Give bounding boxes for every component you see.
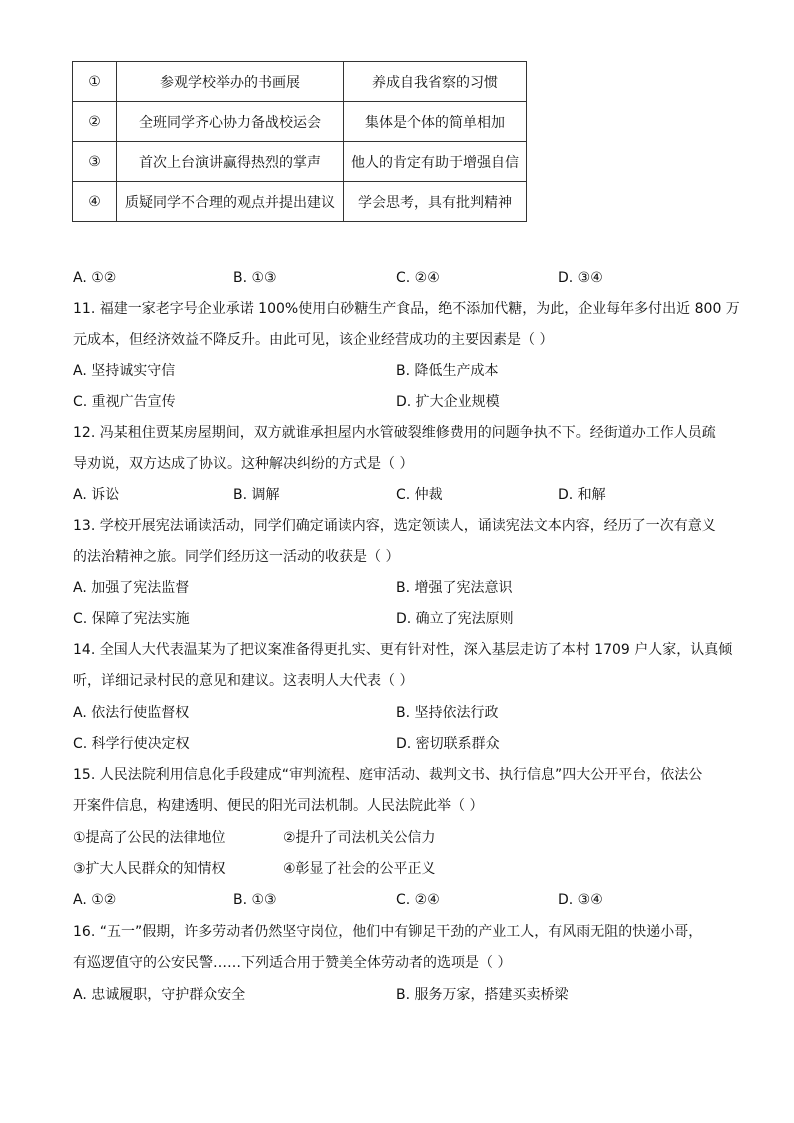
q14-stem-line-2: 听，详细记录村民的意见和建议。这表明人大代表（ ） — [73, 673, 414, 689]
q16-option-b: B. 服务万家，搭建买卖桥梁 — [396, 987, 569, 1003]
q15-statement-4: ④彰显了社会的公平正义 — [283, 861, 436, 877]
row-number: ④ — [73, 182, 117, 222]
event-cell: 首次上台演讲赢得热烈的掌声 — [117, 142, 344, 182]
q10-option-a: A. ①② — [73, 270, 117, 286]
q11-option-c: C. 重视广告宣传 — [73, 394, 176, 410]
q15-option-b: B. ①③ — [233, 892, 277, 908]
q15-statement-3: ③扩大人民群众的知情权 — [73, 861, 226, 877]
q13-option-c: C. 保障了宪法实施 — [73, 611, 190, 627]
insight-cell: 养成自我省察的习惯 — [344, 62, 527, 102]
insight-cell: 学会思考，具有批判精神 — [344, 182, 527, 222]
q12-option-c: C. 仲裁 — [396, 487, 443, 503]
q14-option-a: A. 依法行使监督权 — [73, 705, 190, 721]
q16-option-a: A. 忠诚履职，守护群众安全 — [73, 987, 246, 1003]
event-insight-table — [72, 61, 527, 222]
q11-stem-line-1: 11. 福建一家老字号企业承诺 100%使用白砂糖生产食品，绝不添加代糖，为此，企业每年多付出近 800 万 — [73, 301, 740, 317]
row-number: ① — [73, 62, 117, 102]
insight-cell: 集体是个体的简单相加 — [344, 102, 527, 142]
q15-option-a: A. ①② — [73, 892, 117, 908]
table-row — [73, 182, 527, 222]
q15-option-c: C. ②④ — [396, 892, 440, 908]
q11-option-a: A. 坚持诚实守信 — [73, 363, 176, 379]
q12-option-b: B. 调解 — [233, 487, 280, 503]
q14-option-c: C. 科学行使决定权 — [73, 736, 190, 752]
q13-stem-line-1: 13. 学校开展宪法诵读活动，同学们确定诵读内容，选定领读人，诵读宪法文本内容，经历了一次有意义 — [73, 518, 716, 534]
q12-option-a: A. 诉讼 — [73, 487, 120, 503]
event-cell: 全班同学齐心协力备战校运会 — [117, 102, 344, 142]
q13-option-a: A. 加强了宪法监督 — [73, 580, 190, 596]
q16-stem-line-2: 有巡逻值守的公安民警……下列适合用于赞美全体劳动者的选项是（ ） — [73, 955, 512, 971]
q12-stem-line-1: 12. 冯某租住贾某房屋期间，双方就谁承担屋内水管破裂维修费用的问题争执不下。经街道办工作人员疏 — [73, 425, 716, 441]
table-row — [73, 62, 527, 102]
q14-stem-line-1: 14. 全国人大代表温某为了把议案准备得更扎实、更有针对性，深入基层走访了本村 1709 户人家，认真倾 — [73, 642, 733, 658]
q10-option-b: B. ①③ — [233, 270, 277, 286]
q12-option-d: D. 和解 — [558, 487, 606, 503]
event-cell: 参观学校举办的书画展 — [117, 62, 344, 102]
q13-option-d: D. 确立了宪法原则 — [396, 611, 514, 627]
q15-stem-line-1: 15. 人民法院利用信息化手段建成“审判流程、庭审活动、裁判文书、执行信息”四大公开平台，依法公 — [73, 767, 703, 783]
table-row — [73, 102, 527, 142]
q13-option-b: B. 增强了宪法意识 — [396, 580, 513, 596]
table-row — [73, 142, 527, 182]
q14-option-d: D. 密切联系群众 — [396, 736, 500, 752]
q10-option-d: D. ③④ — [558, 270, 603, 286]
q15-option-d: D. ③④ — [558, 892, 603, 908]
event-cell: 质疑同学不合理的观点并提出建议 — [117, 182, 344, 222]
q16-stem-line-1: 16. “五一”假期，许多劳动者仍然坚守岗位，他们中有铆足干劲的产业工人，有风雨无阻的快递小哥， — [73, 924, 703, 940]
q14-option-b: B. 坚持依法行政 — [396, 705, 499, 721]
insight-cell: 他人的肯定有助于增强自信 — [344, 142, 527, 182]
row-number: ③ — [73, 142, 117, 182]
q11-option-d: D. 扩大企业规模 — [396, 394, 500, 410]
q11-option-b: B. 降低生产成本 — [396, 363, 499, 379]
q11-stem-line-2: 元成本，但经济效益不降反升。由此可见，该企业经营成功的主要因素是（ ） — [73, 332, 554, 348]
q15-stem-line-2: 开案件信息，构建透明、便民的阳光司法机制。人民法院此举（ ） — [73, 798, 484, 814]
q12-stem-line-2: 导劝说，双方达成了协议。这种解决纠纷的方式是（ ） — [73, 456, 414, 472]
q15-statement-1: ①提高了公民的法律地位 — [73, 830, 226, 846]
row-number: ② — [73, 102, 117, 142]
q13-stem-line-2: 的法治精神之旅。同学们经历这一活动的收获是（ ） — [73, 549, 400, 565]
q15-statement-2: ②提升了司法机关公信力 — [283, 830, 436, 846]
q10-option-c: C. ②④ — [396, 270, 440, 286]
